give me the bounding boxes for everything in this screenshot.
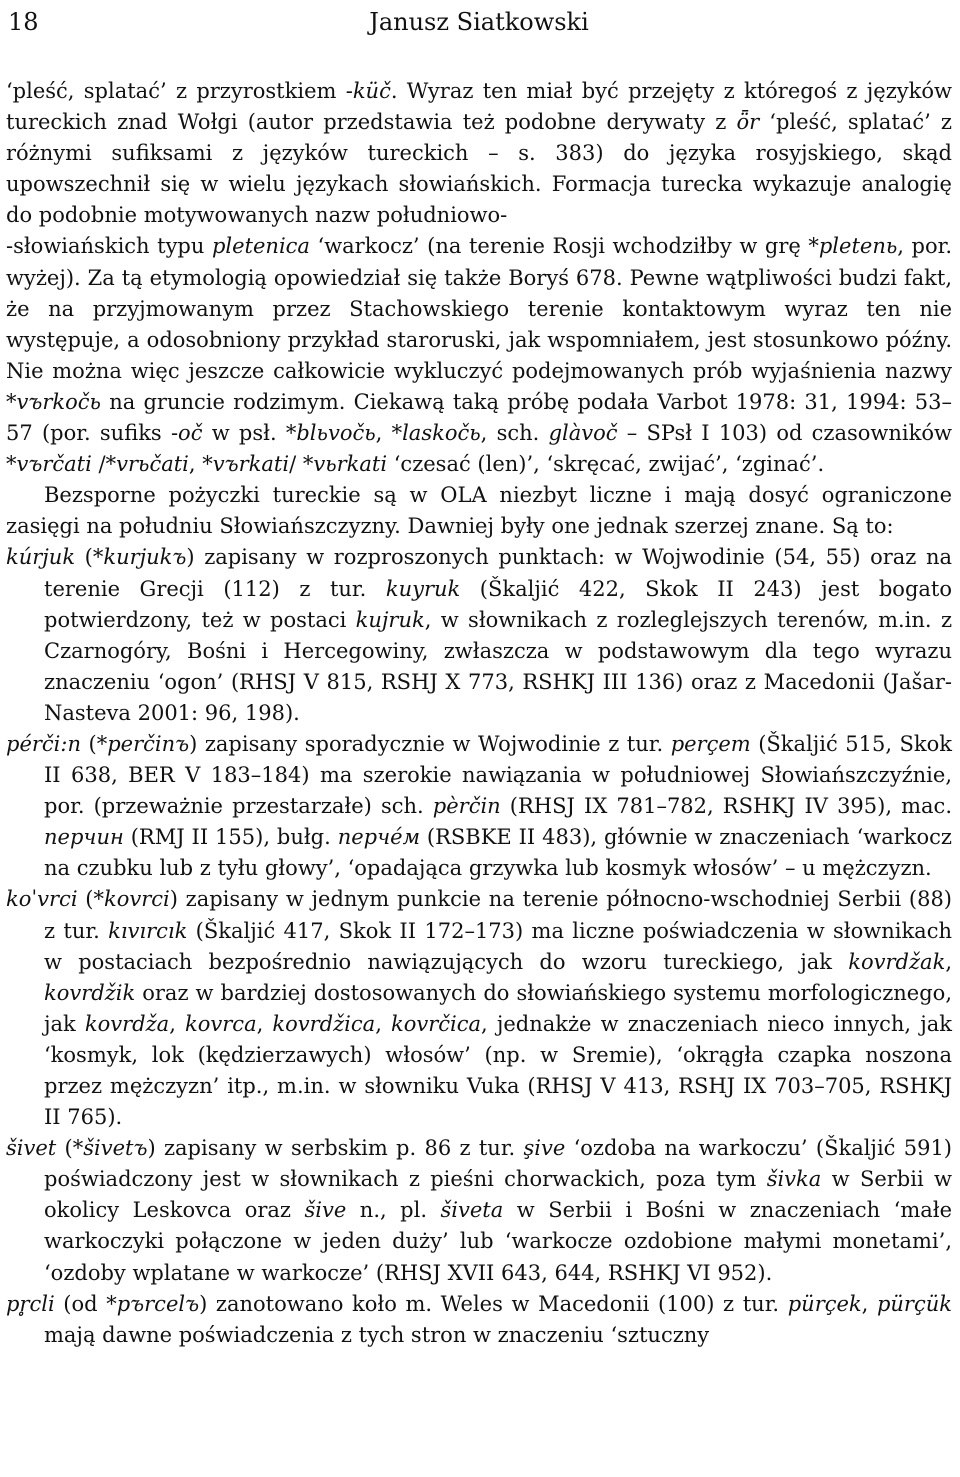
page-number: 18 — [8, 8, 39, 36]
body-text — [6, 76, 952, 1351]
entry-kurjuk: kúrjuk (*kurjukъ) zapisany w rozproszonych punktach: w Wojwodinie (54, 55) oraz na terenie Grecji (112) z tur. kuyruk (Škaljić 422, Skok II 243) jest bogato potwierdzony, też w postaci kujruk, w słownikach z rozleglejszych terenów, m.in. z Czarnogóry, Bośni i Hercegowiny, zwłaszcza w podstawowym dla tego wyrazu znaczeniu ‘ogon’ (RHSJ V 815, RSHJ X 773, RSHKJ III 136) oraz z Macedonii (Jašar-Nasteva 2001: 96, 198). — [6, 545, 953, 725]
running-head-author: Janusz Siatkowski — [369, 8, 589, 36]
entry-prcli: pr̥cli (od *pъrcelъ) zanotowano koło m. Weles w Macedonii (100) z tur. pürçek, pürçük mają dawne poświadczenia z tych stron w znaczeniu ‘sztuczny — [6, 1291, 952, 1347]
entry-percin: pérči:n (*perčinъ) zapisany sporadycznie w Wojwodinie z tur. perçem (Škaljić 515, Skok II 638, BER V 183–184) ma szerokie nawiązania w południowej Słowiańszczyźnie, por. (przeważnie przestarzałe) sch. pèrčin (RHSJ IX 781–782, RSHKJ IV 395), mac. перчин (RMJ II 155), bułg. перчéм (RSBKE II 483), głównie w znaczeniach ‘warkocz na czubku lub z tyłu głowy’, ‘opadająca grzywka lub kosmyk włosów’ – u mężczyzn. — [6, 731, 952, 881]
entry-kovrci: koˈvrci (*kovrci) zapisany w jednym punkcie na terenie północno-wschodniej Serbii (88) z tur. kıvırcık (Škaljić 417, Skok II 172–173) ma liczne poświadczenia w słownikach w postaciach bezpośrednio nawiązujących do wzoru tureckiego, jak kovrdžak, kovrdžik oraz w bardziej dostosowanych do słowiańskiego systemu morfologicznego, jak kovrdža, kovrca, kovrdžica, kovrčica, jednakże w znaczeniach nieco innych, jak ‘kosmyk, lok (kędzierzawych) włosów’ (np. w Sremie), ‘okrągła czapka noszona przez mężczyzn’ itp., m.in. w słowniku Vuka (RHSJ V 413, RSHJ IX 703–705, RSHKJ II 765). — [6, 887, 952, 1130]
paragraph-intro: Bezsporne pożyczki tureckie są w OLA niezbyt liczne i mają dosyć ograniczone zasięgi na południu Słowiańszczyzny. Dawniej były one jednak szerzej znane. Są to: — [6, 483, 952, 539]
entry-sivet: šivet (*šivetъ) zapisany w serbskim p. 86 z tur. şive ‘ozdoba na warkoczu’ (Škaljić 591) poświadczony jest w słownikach z pieśni chorwackich, poza tym šivka w Serbii w okolicy Leskovca oraz šive n., pl. šiveta w Serbii i Bośni w znaczeniach ‘małe warkoczyki połączone w jeden duży’ lub ‘warkocze ozdobione małymi monetami’, ‘ozdoby wplatane w warkocze’ (RHSJ XVII 643, 644, RSHKJ VI 952). — [6, 1136, 952, 1285]
paragraph-continuation: ‘pleść, splatać’ z przyrostkiem -küč. Wyraz ten miał być przejęty z któregoś z języków tureckich znad Wołgi (autor przedstawia też podobne derywaty z ȫr ‘pleść, splatać’ z różnymi sufiksami z języków tureckich – s. 383) do języka rosyjskiego, skąd upowszechnił się w wielu językach słowiańskich. Formacja turecka wykazuje analogię do podobnie motywowanych nazw południowo- -słowiańskich typu pletenica ‘warkocz’ (na terenie Rosji wchodziłby w grę *pletenь, por. wyżej). Za tą etymologią opowiedział się także Boryś 678. Pewne wątpliwości budzi fakt, że na przyjmowanym przez Stachowskiego terenie kontaktowym wyraz ten nie występuje, a odosobniony przykład staroruski, jak wspomniałem, jest stosunkowo późny. Nie można więc jeszcze całkowicie wykluczyć podejmowanych prób wyjaśnienia nazwy *vъrkočь na gruncie rodzimym. Ciekawą taką próbę podała Varbot 1978: 31, 1994: 53–57 (por. sufiks -oč w psł. *blьvočь, *laskočь, sch. glàvoč – SPsł I 103) od czasowników *vъrčati /*vrьčati, *vъrkati/ *vьrkati ‘czesać (len)’, ‘skręcać, zwijać’, ‘zginać’. — [6, 79, 953, 477]
page-header — [6, 0, 952, 44]
